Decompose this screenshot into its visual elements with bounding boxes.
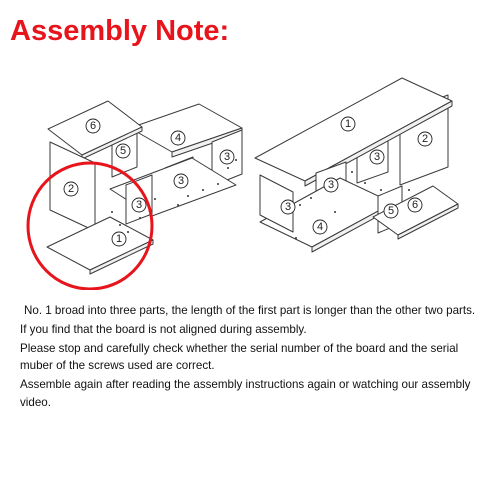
svg-text:6: 6 xyxy=(89,120,97,132)
note-line-4: muber of the screws used are correct. xyxy=(20,359,215,372)
svg-text:5: 5 xyxy=(387,205,395,217)
note-line-6: video. xyxy=(20,396,51,409)
svg-text:5: 5 xyxy=(119,145,127,157)
svg-text:2: 2 xyxy=(421,133,429,145)
svg-text:3: 3 xyxy=(177,175,185,187)
svg-text:3: 3 xyxy=(135,199,143,211)
svg-text:1: 1 xyxy=(344,118,352,130)
svg-text:3: 3 xyxy=(223,151,231,163)
page-title: Assembly Note: xyxy=(10,15,230,47)
svg-text:4: 4 xyxy=(316,221,324,233)
note-line-5: Assemble again after reading the assembly instructions again or watching our assembly xyxy=(20,378,471,391)
svg-text:4: 4 xyxy=(174,132,182,144)
svg-text:3: 3 xyxy=(284,201,292,213)
svg-text:6: 6 xyxy=(411,199,419,211)
svg-text:1: 1 xyxy=(115,233,123,245)
svg-text:2: 2 xyxy=(67,183,75,195)
note-line-1: No. 1 broad into three parts, the length of the first part is longer than the other two parts. xyxy=(24,304,476,317)
note-line-3: Please stop and carefully check whether the serial number of the board and the serial xyxy=(20,342,459,355)
svg-text:3: 3 xyxy=(327,179,335,191)
svg-text:3: 3 xyxy=(373,151,381,163)
note-line-2: If you find that the board is not aligned during assembly. xyxy=(20,323,307,336)
